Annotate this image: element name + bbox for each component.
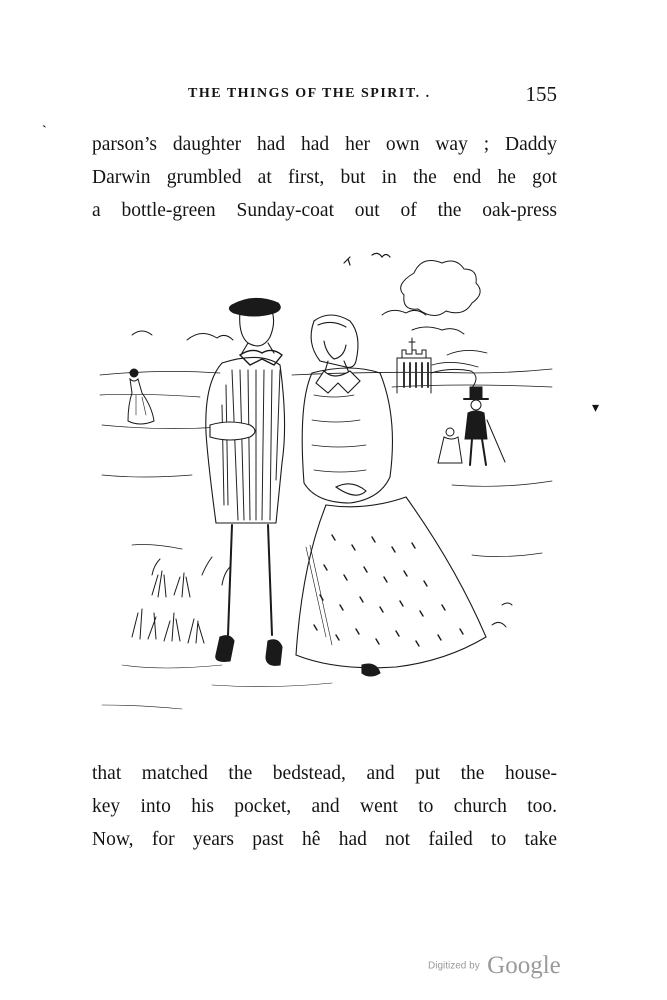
running-head-title: THE THINGS OF THE SPIRIT. . [188, 86, 431, 101]
text-line: a bottle-green Sunday-coat out of the oak-press [92, 200, 557, 221]
top-paragraph [92, 128, 557, 227]
digitized-watermark [428, 952, 561, 980]
stray-mark: ▾ [592, 401, 600, 416]
page-number: 155 [525, 82, 557, 106]
text-line: key into his pocket, and went to church too. [92, 796, 557, 817]
illustration [92, 245, 557, 735]
cloud [132, 331, 233, 340]
bird-mark [344, 257, 350, 265]
bird-mark [372, 253, 390, 257]
couple-walking-engraving [92, 245, 557, 735]
stray-mark: ` [42, 124, 47, 139]
cloud [412, 327, 464, 334]
cloud [432, 350, 487, 367]
dress-pattern [306, 535, 463, 646]
watermark-brand: Google [487, 952, 561, 979]
distant-man-and-child [438, 387, 505, 465]
running-head [92, 82, 567, 110]
distant-woman-figure [128, 369, 154, 424]
foreground-grass [102, 557, 512, 709]
watermark-prefix: Digitized by [428, 960, 480, 972]
text-line: Darwin grumbled at first, but in the end he got [92, 167, 557, 188]
text-line: parson’s daughter had had her own way ; Daddy [92, 134, 557, 155]
young-man-figure [206, 298, 285, 665]
cloud [382, 310, 426, 315]
text-line: Now, for years past hê had not failed to take [92, 829, 557, 850]
cloud [401, 261, 481, 316]
text-line: that matched the bedstead, and put the house- [92, 763, 557, 784]
bottom-paragraph [92, 757, 557, 856]
ground-line [102, 425, 552, 557]
